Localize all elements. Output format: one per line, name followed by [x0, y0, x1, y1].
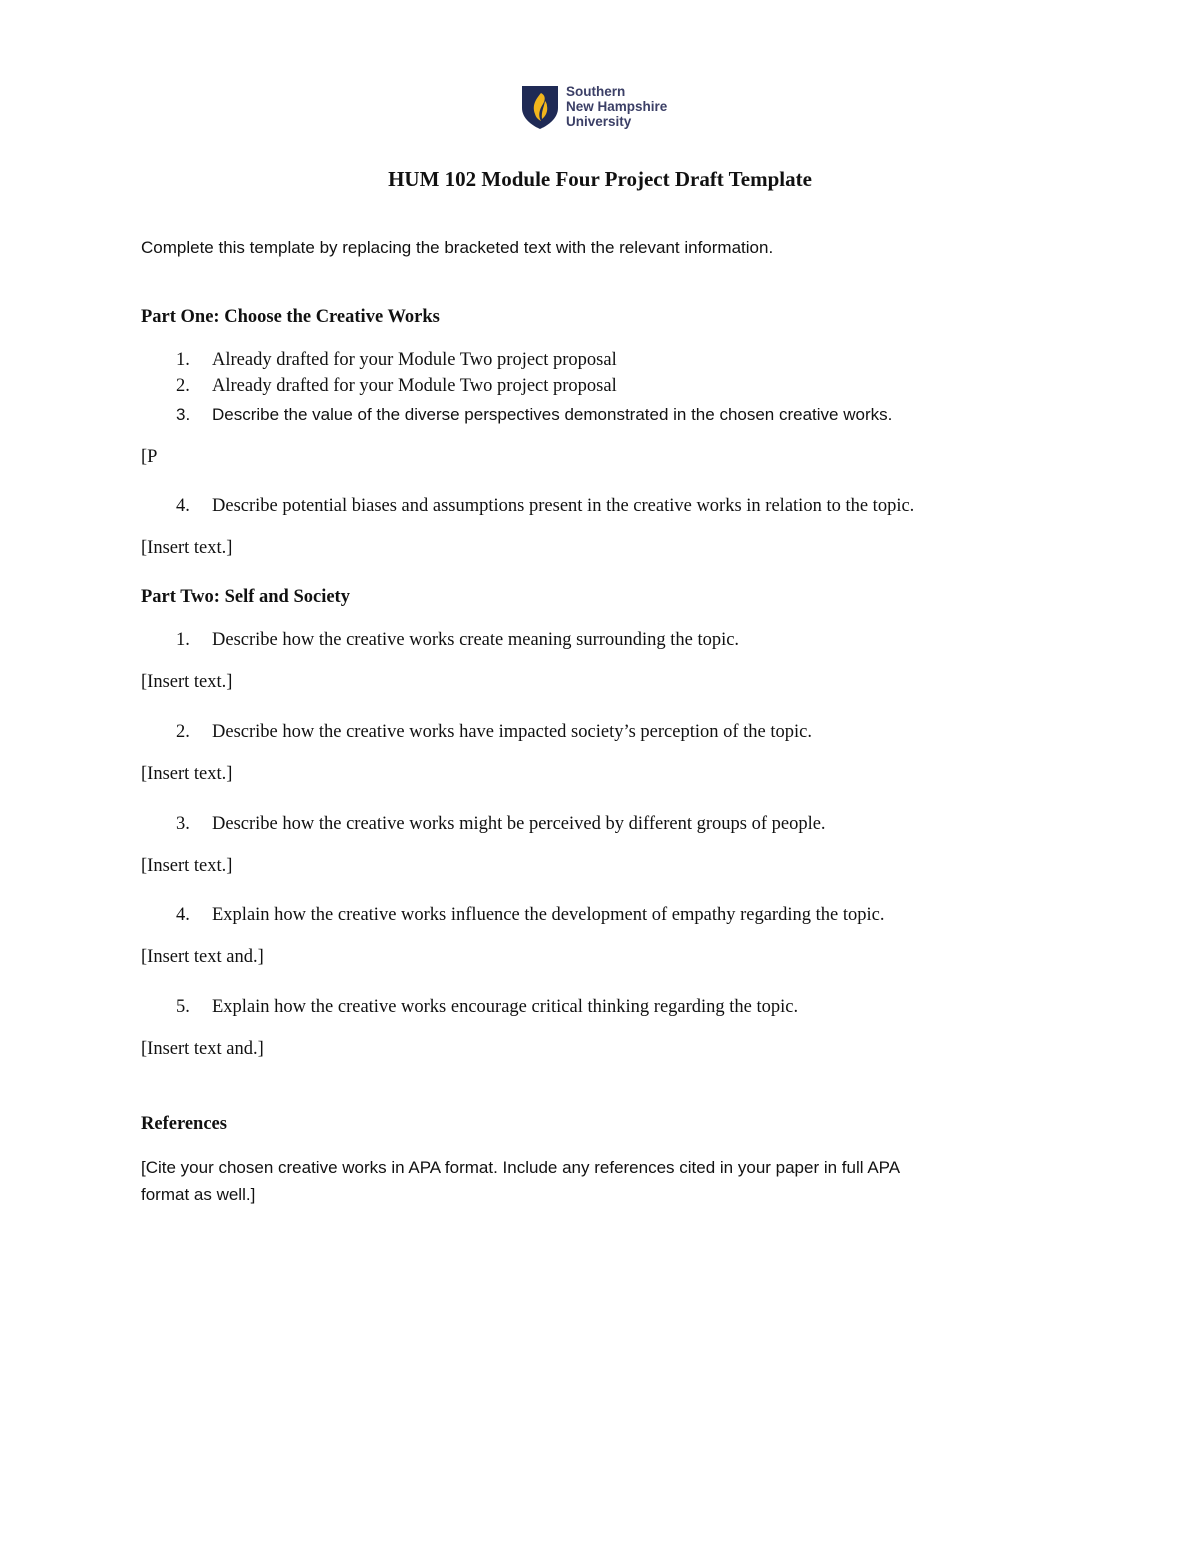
university-logo — [520, 84, 690, 132]
logo-line-3: University — [566, 114, 632, 129]
response-placeholder[interactable]: [Insert text.] — [141, 856, 233, 876]
response-placeholder[interactable]: [Insert text and.] — [141, 1039, 264, 1059]
references-heading: References — [141, 1114, 227, 1134]
list-item-number: 2. — [176, 722, 190, 742]
list-item: Already drafted for your Module Two project proposal — [212, 350, 617, 370]
logo-line-2: New Hampshire — [566, 99, 668, 114]
list-item: Describe how the creative works have impacted society’s perception of the topic. — [212, 722, 813, 742]
list-item-number: 3. — [176, 814, 190, 834]
part-one-heading: Part One: Choose the Creative Works — [141, 307, 440, 327]
response-placeholder[interactable]: [Insert text.] — [141, 538, 233, 558]
list-item: Already drafted for your Module Two project proposal — [212, 376, 617, 396]
list-item: Describe potential biases and assumptions present in the creative works in relation to the topic. — [212, 496, 915, 516]
list-item: Explain how the creative works influence the development of empathy regarding the topic. — [212, 905, 885, 925]
list-item-number: 1. — [176, 350, 190, 370]
response-placeholder[interactable]: [Insert text and.] — [141, 947, 264, 967]
references-line-1[interactable]: [Cite your chosen creative works in APA format. Include any references cited in your paper in full APA — [141, 1158, 901, 1177]
list-item-number: 4. — [176, 496, 190, 516]
response-placeholder[interactable]: [Insert text.] — [141, 764, 233, 784]
list-item: Explain how the creative works encourage critical thinking regarding the topic. — [212, 997, 799, 1017]
list-item-number: 3. — [176, 405, 191, 424]
list-item: Describe how the creative works might be perceived by different groups of people. — [212, 814, 826, 834]
list-item: Describe how the creative works create meaning surrounding the topic. — [212, 630, 740, 650]
list-item-number: 2. — [176, 376, 190, 396]
shield-flame-icon — [520, 84, 560, 130]
list-item-number: 5. — [176, 997, 190, 1017]
page-title: HUM 102 Module Four Project Draft Template — [388, 167, 812, 191]
list-item: Describe the value of the diverse perspectives demonstrated in the chosen creative works. — [212, 405, 893, 424]
list-item-number: 4. — [176, 905, 190, 925]
intro-text: Complete this template by replacing the bracketed text with the relevant information. — [141, 238, 774, 257]
references-line-2[interactable]: format as well.] — [141, 1185, 256, 1204]
response-placeholder[interactable]: [P — [141, 447, 158, 467]
part-two-heading: Part Two: Self and Society — [141, 587, 350, 607]
logo-line-1: Southern — [566, 84, 626, 99]
list-item-number: 1. — [176, 630, 190, 650]
response-placeholder[interactable]: [Insert text.] — [141, 672, 233, 692]
